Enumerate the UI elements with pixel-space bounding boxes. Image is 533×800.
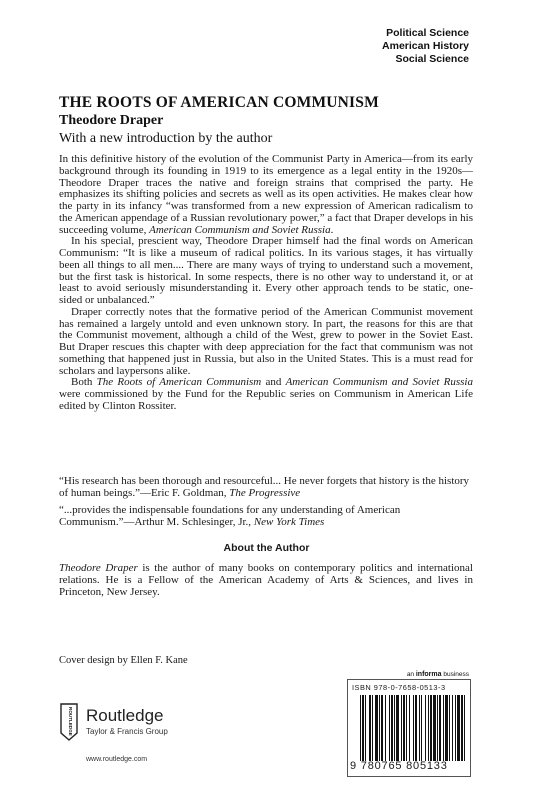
quote-2 — [59, 504, 473, 528]
description-paragraph-2: In his special, prescient way, Theodore Draper himself had the final words on American Communism: “It is like a museum of radical politics. In its various stages, it has virtually been all things to all men.... There are many ways of trying to understand such a movement, but the first task is historical. In some respects, there is no other way to understand it, or at least to avoid seriously misunderstanding it. Every other approach tends to be static, one-sided or unbalanced.” — [59, 235, 473, 306]
subject-political-science: Political Science — [386, 27, 469, 39]
subject-social-science: Social Science — [395, 53, 469, 65]
quote-2-text: “...provides the indispensable foundations for any understanding of American Communism.”—Arthur M. Schlesinger, Jr., — [59, 504, 401, 528]
description-paragraph-3: Draper correctly notes that the formative period of the American Communist movement has remained a largely untold and even unknown story. In part, the reasons for this are that the Communist movement, although a child of the West, grew to power in the Soviet East. But Draper rescues this chapter with deep appreciation for the fact that communism was not something that happened just in Russia, but also in the United States. This is a must read for scholars and laypersons alike. — [59, 305, 473, 377]
subject-american-history: American History — [382, 40, 469, 52]
p4-text-c: were commissioned by the Fund for the Republic series on Communism in American Life edited by Clinton Rossiter. — [59, 388, 473, 412]
svg-text:ROUTLEDGE: ROUTLEDGE — [68, 707, 73, 736]
description — [59, 154, 473, 413]
publisher-website: www.routledge.com — [86, 756, 148, 763]
tagline-brand: informa — [415, 671, 442, 678]
about-text — [59, 562, 473, 598]
quote-1-text: “His research has been thorough and resourceful... He never forgets that history is the history of human beings.”—Eric F. Goldman, — [59, 475, 470, 499]
publisher-name: Routledge — [86, 706, 164, 725]
review-quotes — [59, 475, 473, 533]
cover-design-credit: Cover design by Ellen F. Kane — [59, 655, 188, 666]
about-author-name: Theodore Draper — [59, 562, 138, 574]
intro-note: With a new introduction by the author — [59, 131, 273, 146]
routledge-logo-icon — [59, 703, 79, 741]
p1-italic-title: American Communism and Soviet Russia — [149, 223, 331, 236]
tagline-prefix: an — [406, 671, 416, 678]
isbn-label: ISBN 978-0-7658-0513-3 — [352, 683, 446, 692]
p4-text-b: and — [261, 376, 286, 389]
informa-tagline — [407, 671, 469, 678]
quote-1 — [59, 475, 473, 499]
description-paragraph-1 — [59, 154, 473, 236]
p4-text-a: Both — [71, 376, 97, 389]
subject-categories — [382, 27, 469, 66]
p1-end: . — [330, 223, 334, 236]
about-author-bio: is the author of many books on contemporary politics and international relations. He is a Fellow of the American Academy of Arts & Sciences, and lives in Princeton, New Jersey. — [59, 562, 473, 598]
barcode-number: 9 780765 805133 — [350, 760, 448, 772]
barcode-bars — [360, 695, 466, 761]
publisher-group: Taylor & Francis Group — [86, 727, 168, 736]
book-title: THE ROOTS OF AMERICAN COMMUNISM — [59, 94, 379, 111]
p1-text: In this definitive history of the evolution of the Communist Party in America—from its early background through its founding in 1919 to its emergence as a legal entity in the 1920s—Theodore Draper traces the native and foreign strains that comprised the party. He emphasizes its shifting policies and secrets as well as its open activities. He makes clear how the party in its infancy “was transformed from a new expression of American radicalism to the American appendage of a Russian revolutionary power,” a fact that Draper develops in his succeeding volume, — [59, 153, 473, 236]
quote-1-source: The Progressive — [229, 487, 301, 499]
tagline-suffix: business — [441, 671, 469, 678]
book-author: Theodore Draper — [59, 113, 164, 128]
p4-italic-title-1: The Roots of American Communism — [96, 376, 262, 389]
description-paragraph-4 — [59, 377, 473, 412]
quote-2-source: New York Times — [253, 516, 325, 528]
p4-italic-title-2: American Communism and Soviet Russia — [285, 376, 473, 389]
isbn-barcode — [347, 679, 471, 777]
publisher-logo — [59, 703, 219, 743]
about-heading: About the Author — [223, 542, 310, 554]
